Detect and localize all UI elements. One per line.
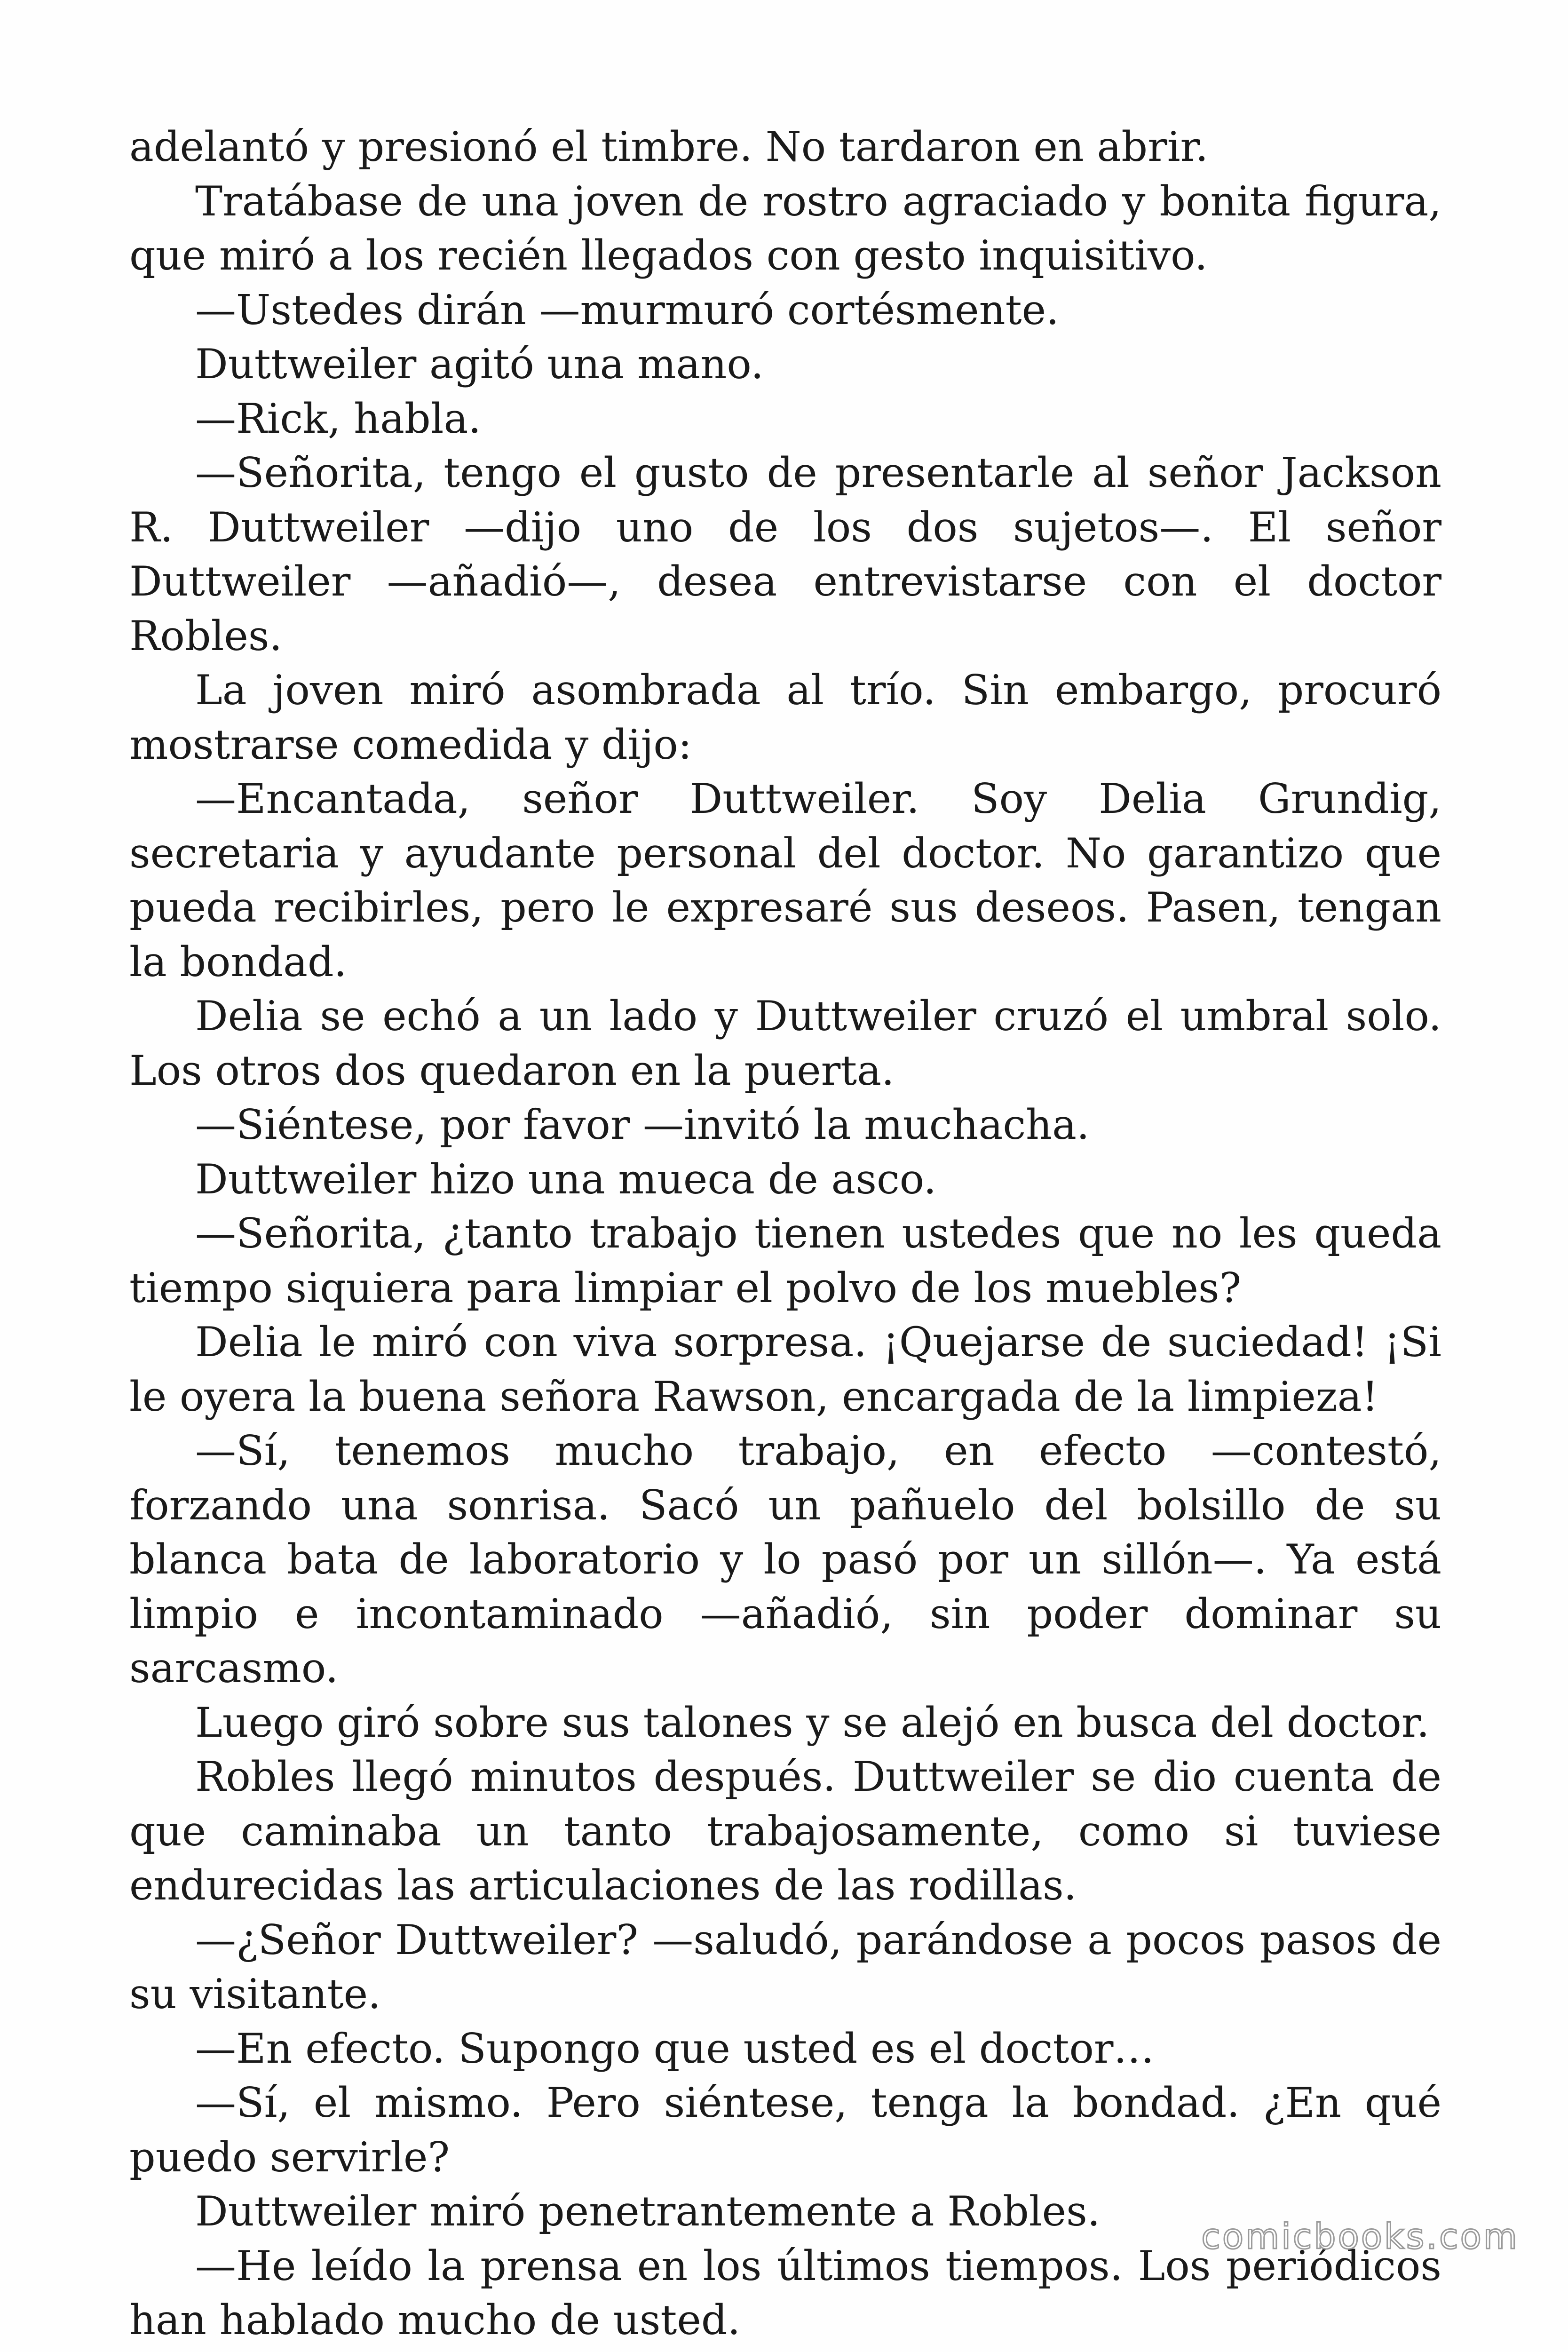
paragraph: La joven miró asombrada al trío. Sin embargo, procuró mostrarse comedida y dijo:	[129, 666, 1441, 769]
paragraph: —Rick, habla.	[195, 394, 482, 443]
paragraph: Tratábase de una joven de rostro agraciado y bonita figura, que miró a los recién llegados con gesto inquisitivo.	[129, 177, 1441, 279]
paragraph: —Señorita, tengo el gusto de presentarle al señor Jackson R. Duttweiler —dijo uno de los dos sujetos—. El señor Duttweiler —añadió—, desea entrevistarse con el doctor Robles.	[129, 449, 1441, 660]
paragraph: Duttweiler agitó una mano.	[195, 340, 764, 388]
paragraph: adelantó y presionó el timbre. No tardaron en abrir.	[129, 123, 1209, 171]
paragraph: —En efecto. Supongo que usted es el doctor…	[195, 2024, 1155, 2073]
paragraph: Robles llegó minutos después. Duttweiler se dio cuenta de que caminaba un tanto trabajosamente, como si tuviese endurecidas las articulaciones de las rodillas.	[129, 1753, 1441, 1909]
paragraph: Luego giró sobre sus talones y se alejó en busca del doctor.	[195, 1698, 1430, 1747]
paragraph: —¿Señor Duttweiler? —saludó, parándose a pocos pasos de su visitante.	[129, 1915, 1441, 2018]
watermark-logo: comicbooks.com	[1201, 2217, 1519, 2257]
paragraph: —Siéntese, por favor —invitó la muchacha.	[195, 1101, 1090, 1149]
paragraph: —Encantada, señor Duttweiler. Soy Delia Grundig, secretaria y ayudante personal del doctor. No garantizo que pueda recibirles, pero le expresaré sus deseos. Pasen, tengan la bondad.	[129, 775, 1441, 986]
paragraph: —He leído la prensa en los últimos tiempos. Los periódicos han hablado mucho de usted.	[129, 2241, 1441, 2344]
paragraph: Delia se echó a un lado y Duttweiler cruzó el umbral solo. Los otros dos quedaron en la puerta.	[129, 992, 1441, 1095]
paragraph: —Sí, tenemos mucho trabajo, en efecto —contestó, forzando una sonrisa. Sacó un pañuelo del bolsillo de su blanca bata de laboratorio y lo pasó por un sillón—. Ya está limpio e incontaminado —añadió, sin poder dominar su sarcasmo.	[129, 1427, 1441, 1692]
book-page-text	[129, 120, 1441, 2348]
paragraph: Duttweiler hizo una mueca de asco.	[195, 1155, 937, 1203]
paragraph: Delia le miró con viva sorpresa. ¡Quejarse de suciedad! ¡Si le oyera la buena señora Rawson, encargada de la limpieza!	[129, 1318, 1441, 1421]
paragraph: —Sí, el mismo. Pero siéntese, tenga la bondad. ¿En qué puedo servirle?	[129, 2079, 1441, 2181]
paragraph: —Ustedes dirán —murmuró cortésmente.	[195, 286, 1059, 334]
paragraph: Duttweiler miró penetrantemente a Robles.	[195, 2187, 1101, 2235]
paragraph: —Señorita, ¿tanto trabajo tienen ustedes que no les queda tiempo siquiera para limpiar el polvo de los muebles?	[129, 1209, 1441, 1312]
